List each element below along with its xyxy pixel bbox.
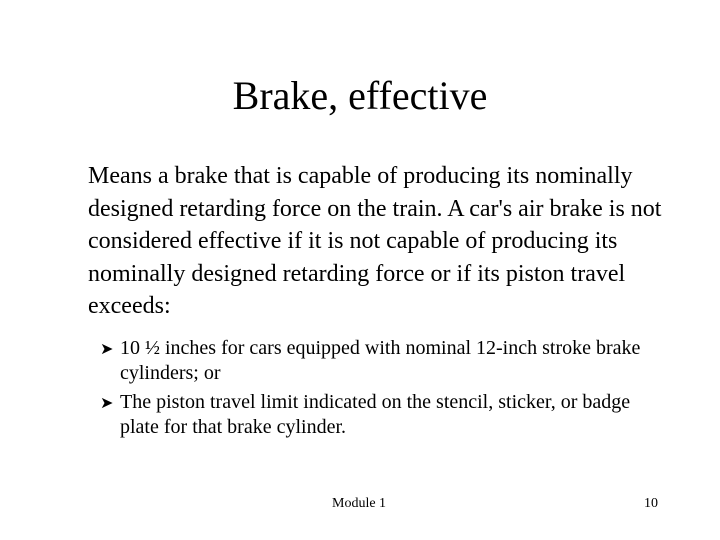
slide-title: Brake, effective bbox=[232, 73, 488, 118]
slide-body-text: Means a brake that is capable of producing its nominally designed retarding force on the train. A car's air brake is not considered effective if it is not capable of producing its nominally designed retarding force or if its piston travel exceeds: bbox=[88, 163, 662, 319]
bullet-list bbox=[100, 336, 660, 444]
page-number: 10 bbox=[644, 496, 658, 511]
bullet-text: The piston travel limit indicated on the stencil, sticker, or badge plate for that brake cylinder. bbox=[120, 391, 631, 438]
arrow-bullet-icon: ➤ bbox=[100, 393, 114, 412]
bullet-item-2 bbox=[100, 390, 660, 440]
bullet-item-1 bbox=[100, 336, 660, 386]
arrow-bullet-icon: ➤ bbox=[100, 339, 114, 358]
bullet-text: 10 ½ inches for cars equipped with nominal 12-inch stroke brake cylinders; or bbox=[120, 337, 641, 384]
footer-module-label: Module 1 bbox=[332, 496, 387, 511]
